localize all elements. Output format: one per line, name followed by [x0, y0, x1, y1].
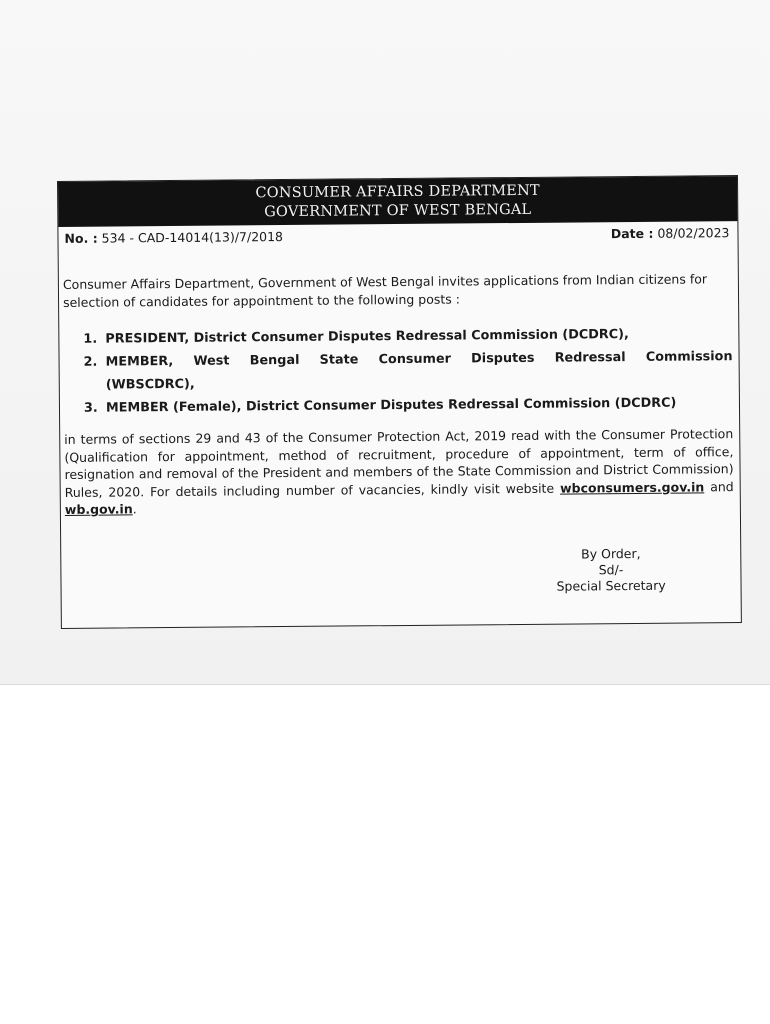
memo-number-label: No. : — [64, 230, 98, 246]
posts-list — [83, 322, 733, 420]
memo-number — [64, 229, 283, 246]
post-number: 2. — [83, 354, 98, 370]
department-header — [58, 176, 737, 227]
post-item — [84, 391, 733, 420]
signature-sd: Sd/- — [598, 562, 624, 578]
memo-date-label: Date : — [610, 225, 654, 242]
terms-paragraph — [64, 425, 734, 518]
post-text: PRESIDENT, District Consumer Disputes Redressal Commission (DCDRC), — [105, 327, 629, 347]
post-number: 1. — [83, 331, 98, 347]
intro-paragraph: Consumer Affairs Department, Government of West Bengal invites applications from Indian citizens for selection of candidates for appointment to the following posts : — [62, 271, 708, 310]
signature-block — [556, 546, 666, 595]
post-text-continued: (WBSCDRC), — [105, 376, 195, 393]
memo-date — [611, 225, 730, 241]
link-wbconsumers[interactable]: wbconsumers.gov.in — [559, 478, 705, 496]
signature-by-order: By Order, — [581, 545, 641, 562]
terms-period: . — [132, 501, 137, 517]
memo-date-value: 08/02/2023 — [657, 225, 730, 241]
memo-number-value: 534 - CAD-14014(13)/7/2018 — [101, 229, 284, 246]
notice-box — [57, 175, 742, 629]
header-line-government: GOVERNMENT OF WEST BENGAL — [264, 201, 532, 221]
scan-edge-line — [0, 684, 770, 685]
post-number: 3. — [83, 400, 98, 416]
header-line-department: CONSUMER AFFAIRS DEPARTMENT — [255, 182, 540, 202]
post-text: MEMBER, West Bengal State Consumer Disputes Redressal Commission — [105, 349, 733, 370]
post-text: MEMBER (Female), District Consumer Disputes Redressal Commission (DCDRC) — [105, 395, 677, 416]
signature-designation: Special Secretary — [556, 577, 666, 594]
terms-text: in terms of sections 29 and 43 of the Consumer Protection Act, 2019 read with the Consumer Protection (Qualification for appointment, method of recruitment, procedure of appointment, term of office, resignation and removal of the President and members of the State Commission and District Commission) Rules, 2020. For details including number of vacancies, kindly visit website — [64, 426, 734, 500]
link-wbgov[interactable]: wb.gov.in — [64, 501, 133, 517]
terms-and: and — [704, 478, 734, 494]
